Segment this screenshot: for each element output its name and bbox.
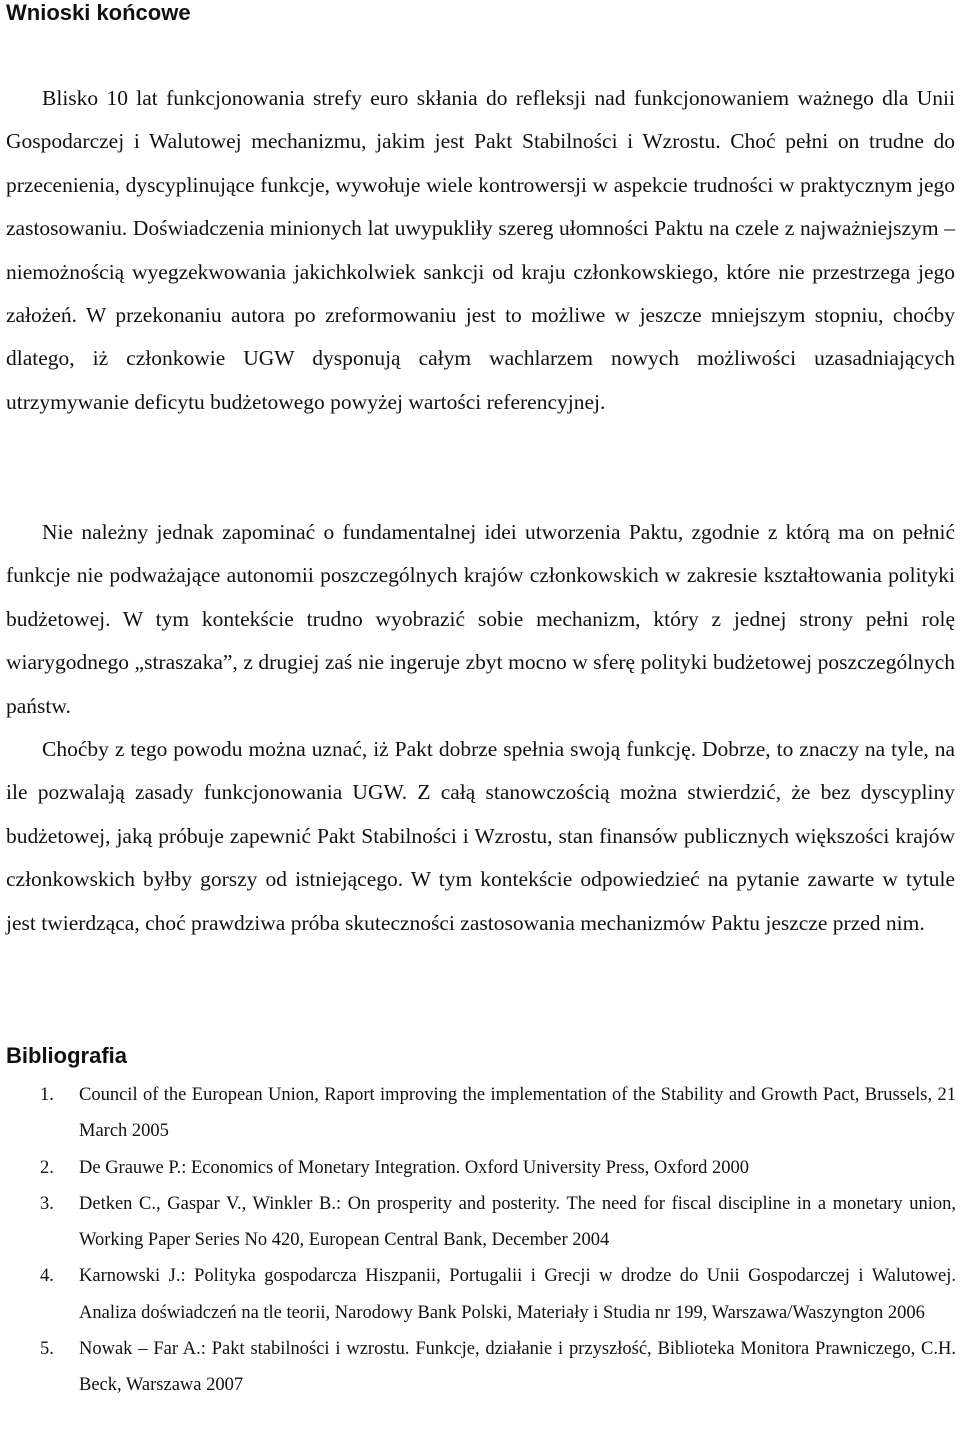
- bibliography-entry-number: 3.: [40, 1193, 54, 1214]
- body-paragraph: Choćby z tego powodu można uznać, iż Pakt dobrze spełnia swoją funkcję. Dobrze, to znaczy na tyle, na ile pozwalają zasady funkcjonowania UGW. Z całą stanowczością można stwierdzić, że bez dyscypliny budżetowej, jaką próbuje zapewnić Pakt Stabilności i Wzrostu, stan finansów publicznych większości krajów członkowskich byłby gorszy od istniejącego. W tym kontekście odpowiedzieć na pytanie zawarte w tytule jest twierdząca, choć prawdziwa próba skuteczności zastosowania mechanizmów Paktu jeszcze przed nim.: [6, 737, 955, 935]
- bibliography-entry-number: 2.: [40, 1157, 54, 1178]
- bibliography-entry-text: Detken C., Gaspar V., Winkler B.: On prosperity and posterity. The need for fiscal discipline in a monetary union, Working Paper Series No 420, European Central Bank, December 2004: [79, 1193, 956, 1251]
- bibliography-entry: [0, 1331, 960, 1404]
- bibliography-list: [0, 1077, 960, 1404]
- bibliography-entry: [0, 1150, 960, 1186]
- section-heading-bibliography: Bibliografia: [6, 1043, 128, 1068]
- bibliography-entry-text: De Grauwe P.: Economics of Monetary Integration. Oxford University Press, Oxford 2000: [79, 1157, 749, 1178]
- body-paragraph: Nie należny jednak zapominać o fundamentalnej idei utworzenia Paktu, zgodnie z którą ma on pełnić funkcje nie podważające autonomii poszczególnych krajów członkowskich w zakresie kształtowania polityki budżetowej. W tym kontekście trudno wyobrazić sobie mechanizm, który z jednej strony pełni rolę wiarygodnego „straszaka”, z drugiej zaś nie ingeruje zbyt mocno w sferę polityki budżetowej poszczególnych państw.: [6, 520, 955, 718]
- section-heading-conclusions: Wnioski końcowe: [6, 0, 191, 25]
- bibliography-entry: [0, 1258, 960, 1331]
- bibliography-entry-text: Karnowski J.: Polityka gospodarcza Hiszpanii, Portugalii i Grecji w drodze do Unii Gospodarczej i Walutowej. Analiza doświadczeń na tle teorii, Narodowy Bank Polski, Materiały i Studia nr 199, Warszawa/Waszyngton 2006: [79, 1266, 956, 1323]
- bibliography-entry-text: Nowak – Far A.: Pakt stabilności i wzrostu. Funkcje, działanie i przyszłość, Biblioteka Monitora Prawniczego, C.H. Beck, Warszawa 2007: [79, 1339, 956, 1396]
- bibliography-entry-text: Council of the European Union, Raport improving the implementation of the Stability and Growth Pact, Brussels, 21 March 2005: [79, 1085, 956, 1142]
- bibliography-entry-number: 1.: [40, 1085, 54, 1105]
- bibliography-entry: [0, 1186, 960, 1259]
- bibliography-entry-number: 4.: [40, 1266, 54, 1287]
- bibliography-entry-number: 5.: [40, 1339, 54, 1360]
- body-paragraph: Blisko 10 lat funkcjonowania strefy euro skłania do refleksji nad funkcjonowaniem ważnego dla Unii Gospodarczej i Walutowej mechanizmu, jakim jest Pakt Stabilności i Wzrostu. Choć pełni on trudne do przecenienia, dyscyplinujące funkcje, wywołuje wiele kontrowersji w aspekcie trudności w praktycznym jego zastosowaniu. Doświadczenia minionych lat uwypukliły szereg ułomności Paktu na czele z najważniejszym – niemożnością wyegzekwowania jakichkolwiek sankcji od kraju członkowskiego, które nie przestrzega jego założeń. W przekonaniu autora po zreformowaniu jest to możliwe w jeszcze mniejszym stopniu, choćby dlatego, iż członkowie UGW dysponują całym wachlarzem nowych możliwości uzasadniających utrzymywanie deficytu budżetowego powyżej wartości referencyjnej.: [6, 86, 955, 414]
- bibliography-entry: [0, 1077, 960, 1150]
